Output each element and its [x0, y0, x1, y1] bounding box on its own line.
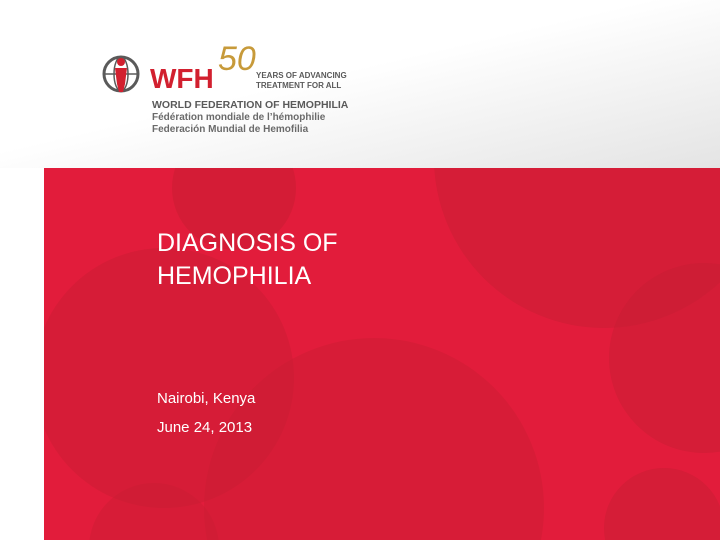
logo-tagline-1: YEARS OF ADVANCING	[256, 71, 347, 80]
wfh-logo	[100, 38, 360, 138]
slide-date: June 24, 2013	[157, 419, 253, 436]
logo-name-en: WORLD FEDERATION OF HEMOPHILIA	[152, 99, 349, 111]
logo-name-fr: Fédération mondiale de l’hémophilie	[152, 112, 326, 123]
title-panel	[44, 168, 720, 540]
logo-name-es: Federación Mundial de Hemofilia	[152, 124, 309, 135]
anniversary-number: 50	[218, 40, 256, 78]
logo-abbr: WFH	[150, 63, 214, 94]
globe-icon	[104, 57, 138, 92]
slide-title: DIAGNOSIS OF HEMOPHILIA	[157, 229, 338, 290]
logo-tagline-2: TREATMENT FOR ALL	[256, 81, 342, 90]
decorative-circles	[44, 168, 720, 540]
slide-location: Nairobi, Kenya	[157, 390, 256, 407]
